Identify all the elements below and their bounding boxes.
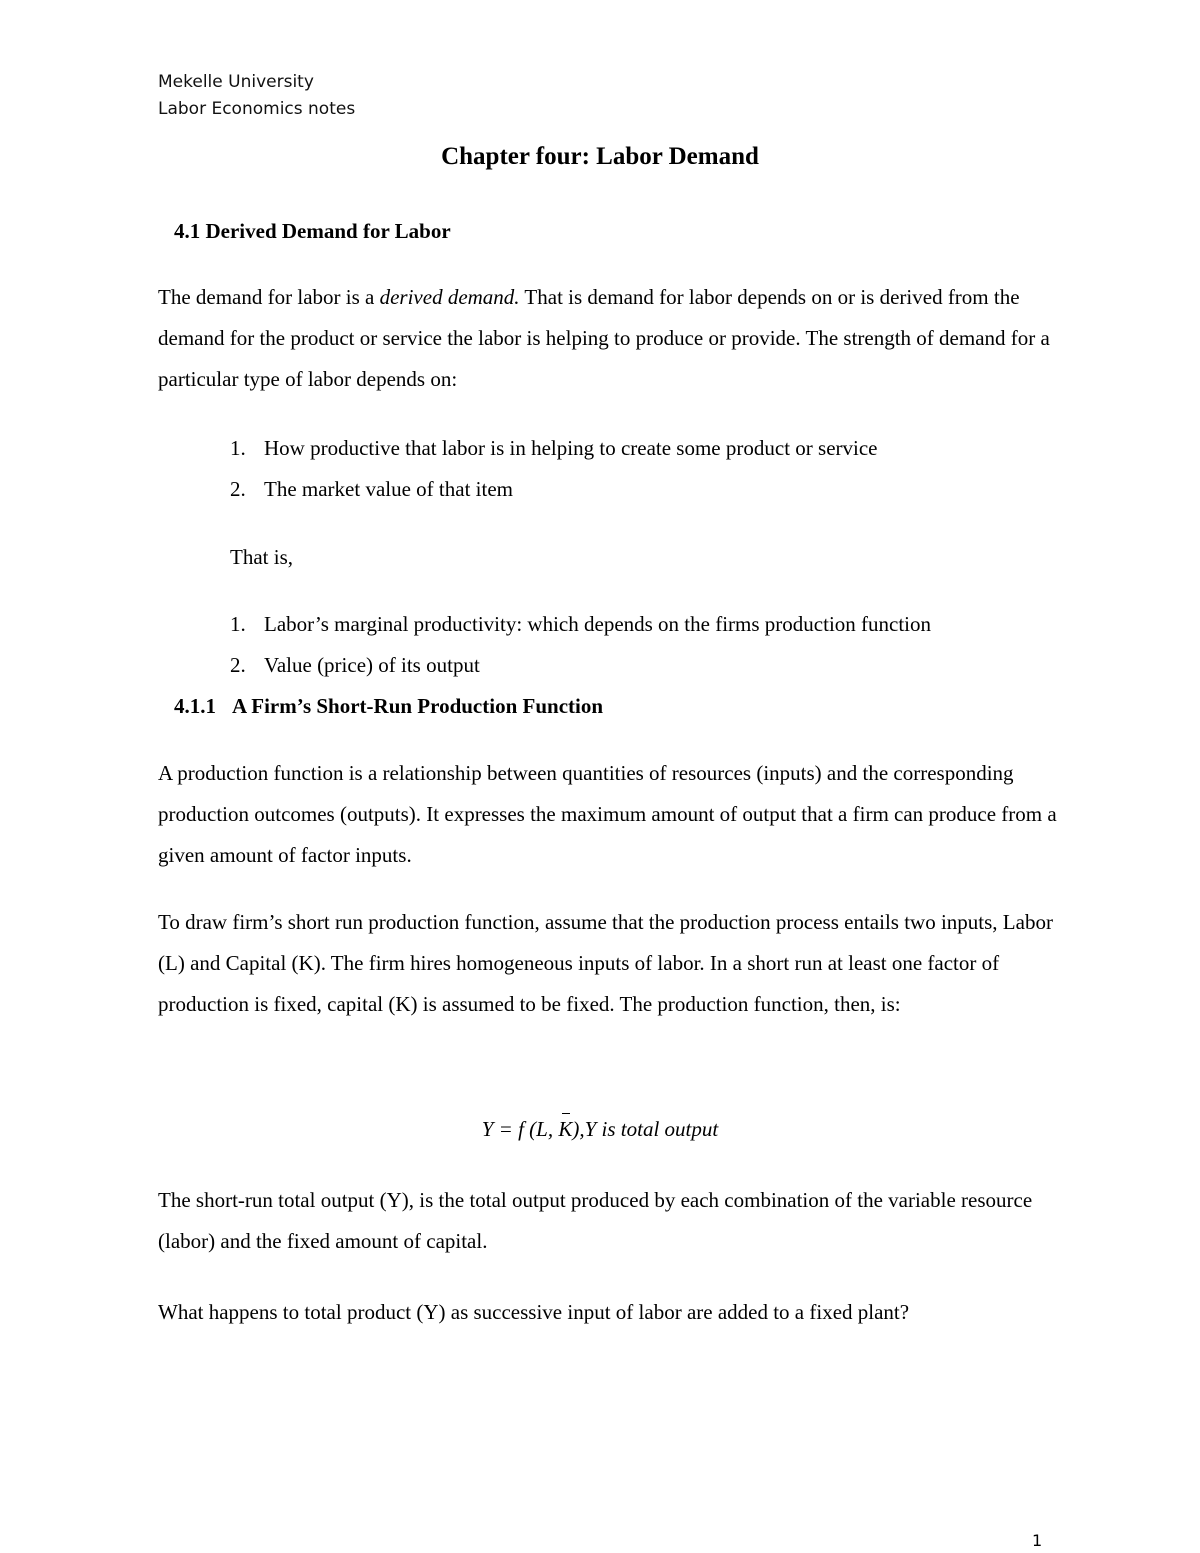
paragraph-derived-demand <box>158 277 1058 400</box>
list-item-number: 1. <box>230 612 246 636</box>
paragraph-derived-demand-post: That is demand for labor depends on or is derived from the demand for the product or service the labor is helping to produce or provide. The strength of demand for a particular type of labor depends on: <box>158 285 1050 391</box>
formula-k-bar: K <box>558 1117 573 1141</box>
derived-demand-emphasis: derived demand. <box>379 285 520 309</box>
formula-rhs: ),Y is total output <box>572 1117 719 1141</box>
list-item-number: 2. <box>230 653 246 677</box>
page-number: 1 <box>1032 1531 1043 1550</box>
header-course: Labor Economics notes <box>158 99 356 119</box>
section-heading-4-1: 4.1 Derived Demand for Labor <box>174 219 451 243</box>
question-text: What happens to total product (Y) as successive input of labor are added to a fixed plant? <box>158 1300 910 1324</box>
list-item-number: 2. <box>230 477 246 501</box>
paragraph-total-output: The short-run total output (Y), is the total output produced by each combination of the variable resource (labor) and the fixed amount of capital. <box>158 1188 1033 1253</box>
list-item <box>230 477 513 502</box>
production-function-formula <box>0 1117 1200 1142</box>
paragraph-production-function: A production function is a relationship between quantities of resources (inputs) and the corresponding production outcomes (outputs). It expresses the maximum amount of output that a firm can produce from a given amount of factor inputs. <box>158 761 1057 867</box>
paragraph-short-run: To draw firm’s short run production function, assume that the production process entails two inputs, Labor (L) and Capital (K). The firm hires homogeneous inputs of labor. In a short run at least one factor of production is fixed, capital (K) is assumed to be fixed. The production function, then, is: <box>158 910 1053 1016</box>
list-item-text: Value (price) of its output <box>264 653 480 677</box>
paragraph-derived-demand-pre: The demand for labor is a <box>158 285 380 309</box>
list-item <box>230 436 877 461</box>
that-is-label: That is, <box>230 545 293 569</box>
formula-lhs: Y = f (L, <box>481 1117 559 1141</box>
list-item <box>230 653 480 678</box>
section-heading-number: 4.1.1 <box>174 694 216 718</box>
section-heading-text: A Firm’s Short-Run Production Function <box>232 694 604 718</box>
list-item-number: 1. <box>230 436 246 460</box>
section-heading-4-1-1 <box>174 694 603 719</box>
list-item-text: The market value of that item <box>264 477 513 501</box>
list-item-text: Labor’s marginal productivity: which depends on the firms production function <box>264 612 932 636</box>
header-institution: Mekelle University <box>158 72 314 92</box>
chapter-title: Chapter four: Labor Demand <box>441 143 759 170</box>
list-item <box>230 612 931 637</box>
list-item-text: How productive that labor is in helping to create some product or service <box>264 436 878 460</box>
